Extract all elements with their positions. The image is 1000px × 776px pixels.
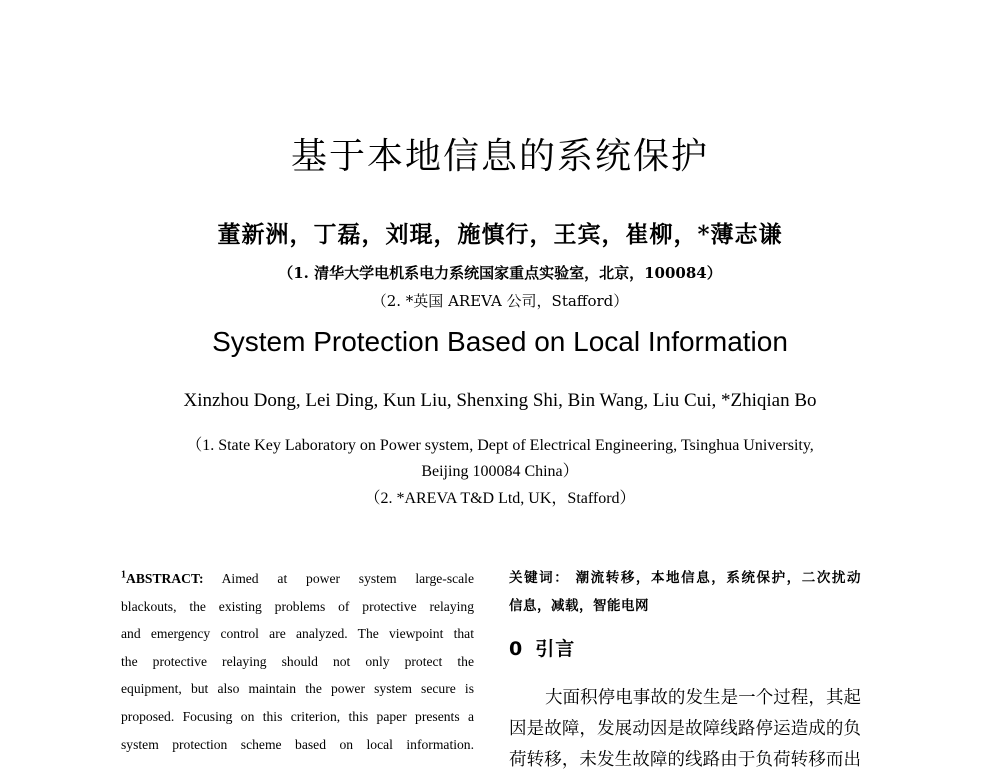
intro-line: 因是故障，发展动因是故障线路停运造成的负 [509,719,861,739]
keywords-line: 关键词： 潮流转移，本地信息，系统保护，二次扰动 [509,570,861,586]
intro-line: 大面积停电事故的发生是一个过程，其起 [545,688,861,708]
abstract-line: and emergency control are analyzed. The viewpoint that [121,626,474,642]
authors-chinese: 董新洲，丁磊，刘琨，施慎行，王宾，崔柳，*薄志谦 [217,221,783,248]
abstract-label: ABSTRACT: [126,571,204,586]
abstract-line: proposed. Focusing on this criterion, this paper presents a [121,708,474,724]
paper-title-english: System Protection Based on Local Information [212,326,788,357]
affiliation-english-2: Beijing 100084 China） [421,463,579,480]
abstract-line: blackouts, the existing problems of protective relaying [121,598,474,614]
abstract-line: equipment, but also maintain the power system secure is [121,681,474,697]
affiliation-chinese-2: （2. *英国 AREVA 公司，Stafford） [371,292,629,310]
section-heading-introduction [509,634,861,661]
keywords-line: 信息，减载，智能电网 [509,598,649,614]
affiliation-english-3: （2. *AREVA T&D Ltd, UK，Stafford） [364,490,636,507]
intro-line: 荷转移，未发生故障的线路由于负荷转移而出 [509,750,861,770]
abstract-column [121,565,474,758]
keywords [509,564,861,620]
section-number: 0 [509,638,524,660]
paper-title-chinese: 基于本地信息的系统保护 [290,136,709,177]
abstract-line [121,565,474,593]
abstract-line: the protective relaying should not only protect the [121,653,474,669]
affiliation-english-1: （1. State Key Laboratory on Power system, Dept of Electrical Engineering, Tsinghua University, [186,437,814,454]
abstract-text: Aimed at power system large-scale [221,571,474,586]
right-column [509,564,861,776]
abstract-line: system protection scheme based on local information. [121,736,474,752]
footnote-mark: 1 [121,569,126,581]
introduction-paragraph [509,683,861,776]
section-title: 引言 [535,638,576,660]
affiliation-chinese-1: （1. 清华大学电机系电力系统国家重点实验室，北京，100084） [278,264,722,282]
authors-english: Xinzhou Dong, Lei Ding, Kun Liu, Shenxing Shi, Bin Wang, Liu Cui, *Zhiqian Bo [183,390,817,411]
